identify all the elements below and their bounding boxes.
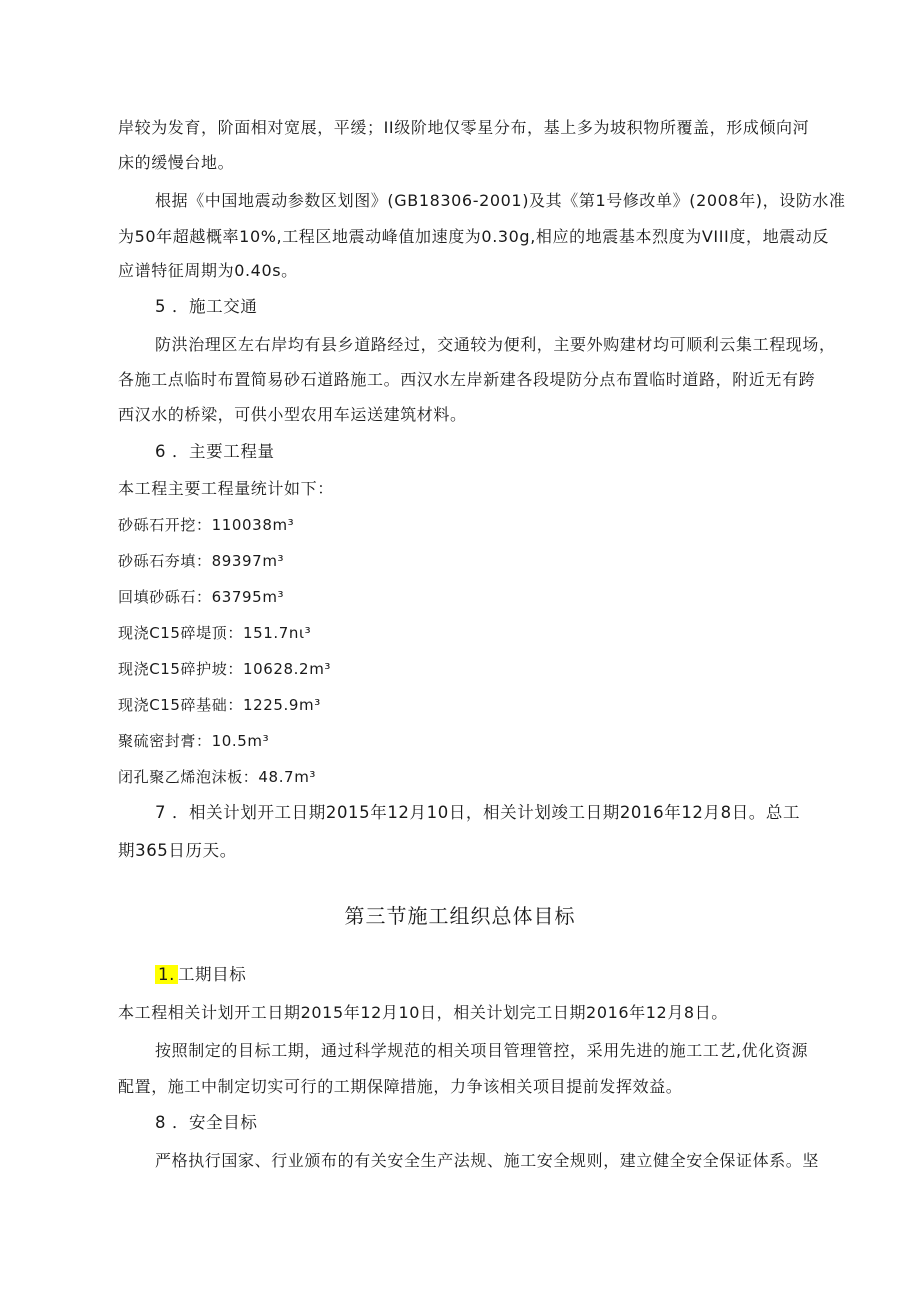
- quantity-item: 回填砂砾石：63795m³: [118, 588, 285, 606]
- quantity-item: 现浇C15碎护坡：10628.2m³: [118, 660, 332, 678]
- safety-line-1: 严格执行国家、行业颁布的有关安全生产法规、施工安全规则，建立健全安全保证体系。坚: [155, 1151, 820, 1170]
- quantities-intro: 本工程主要工程量统计如下：: [118, 479, 334, 498]
- schedule-measures-line-1: 按照制定的目标工期，通过科学规范的相关项目管理管控，采用先进的施工工艺,优化资源: [155, 1041, 809, 1060]
- heading-traffic: 5 ．施工交通: [155, 297, 258, 316]
- schedule-measures-line-2: 配置，施工中制定切实可行的工期保障措施，力争该相关项目提前发挥效益。: [118, 1077, 683, 1096]
- geology-line-2: 床的缓慢台地。: [118, 153, 235, 172]
- seismic-line-3: 应谱特征周期为0.40s。: [118, 261, 298, 280]
- quantity-item: 砂砾石夯填：89397m³: [118, 552, 285, 570]
- schedule-paragraph: 本工程相关计划开工日期2015年12月10日，相关计划完工日期2016年12月8日。: [118, 1003, 728, 1022]
- quantity-item: 聚硫密封膏：10.5m³: [118, 732, 270, 750]
- quantity-item: 现浇C15碎堤顶：151.7nι³: [118, 624, 312, 642]
- traffic-line-2: 各施工点临时布置简易砂石道路施工。西汉水左岸新建各段堤防分点布置临时道路，附近无有跨: [118, 370, 816, 389]
- seismic-line-1: 根据《中国地震动参数区划图》(GB18306-2001)及其《第1号修改单》(2008年)，设防水准: [155, 191, 846, 210]
- quantity-item: 闭孔聚乙烯泡沫板：48.7m³: [118, 768, 317, 786]
- traffic-line-1: 防洪治理区左右岸均有县乡道路经过，交通较为便利，主要外购建材均可顺利云集工程现场，: [155, 335, 836, 354]
- schedule-duration-line-2: 期365日历天。: [118, 841, 237, 860]
- quantity-item: 现浇C15碎基础：1225.9m³: [118, 696, 321, 714]
- goal-title: 工期目标: [177, 965, 247, 984]
- heading-quantities: 6 ．主要工程量: [155, 442, 275, 461]
- geology-line-1: 岸较为发育，阶面相对宽展，平缓；II级阶地仅零星分布，基上多为坡积物所覆盖，形成倾向河: [118, 118, 810, 137]
- schedule-duration-line-1: 7 ．相关计划开工日期2015年12月10日，相关计划竣工日期2016年12月8日。总工: [155, 803, 801, 822]
- section-title: 第三节施工组织总体目标: [344, 904, 576, 928]
- seismic-line-2: 为50年超越概率10%,工程区地震动峰值加速度为0.30g,相应的地震基本烈度为VIII度，地震动反: [118, 227, 829, 246]
- traffic-line-3: 西汉水的桥梁，可供小型农用车运送建筑材料。: [118, 405, 467, 424]
- heading-safety: 8 ．安全目标: [155, 1113, 258, 1132]
- goal-number-highlight: 1.: [155, 965, 178, 984]
- goal-schedule-heading: [155, 965, 823, 985]
- quantity-item: 砂砾石开挖：110038m³: [118, 516, 295, 534]
